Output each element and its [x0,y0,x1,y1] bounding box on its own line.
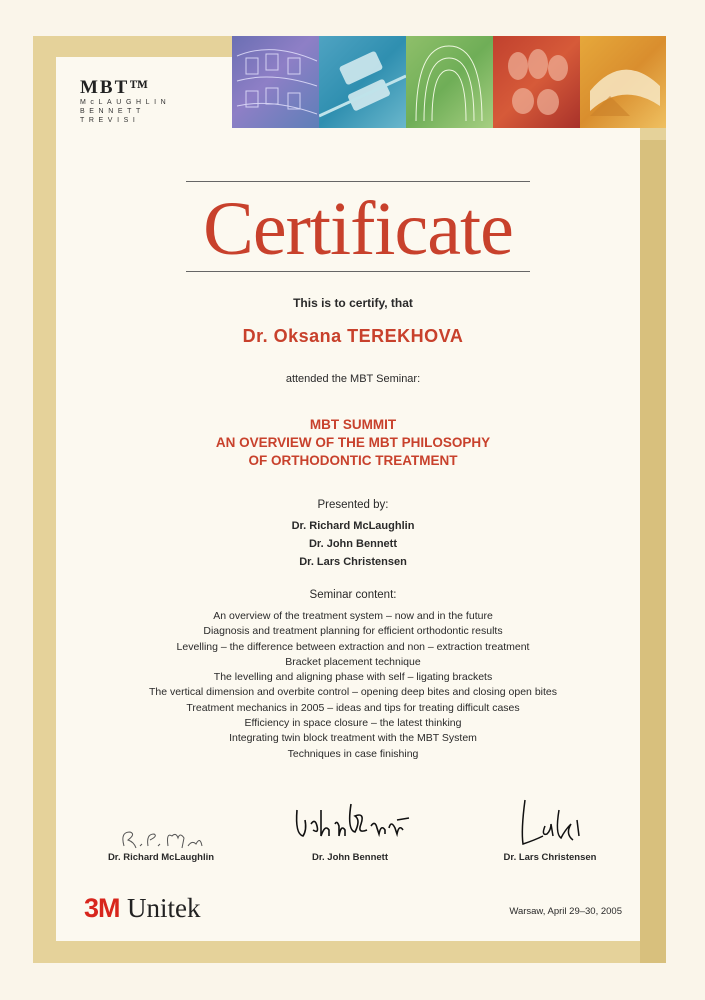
unitek-logo-text: Unitek [127,893,201,923]
signature-christensen-image [495,790,605,852]
presented-label: Presented by: [317,499,389,511]
mbt-logo-line: BENNETT [80,108,145,115]
content-item: Efficiency in space closure – the latest thinking [244,717,462,730]
tooth-model-image [493,36,580,128]
header-image-strip [232,36,666,128]
dental-model-image [580,36,666,128]
certify-text: This is to certify, that [293,296,413,310]
content-item: Levelling – the difference between extraction and non – extraction treatment [176,640,530,653]
place-and-date: Warsaw, April 29–30, 2005 [509,906,622,917]
content-item: Techniques in case finishing [287,747,419,760]
presenter-name: Dr. Richard McLaughlin [291,520,415,532]
signature-bennett-image [285,790,415,852]
bracket-illustration-image [232,36,319,128]
signature-bennett [280,790,420,863]
mbt-logo-line: McLAUGHLIN [80,99,171,106]
seminar-title-line: AN OVERVIEW OF THE MBT PHILOSOPHY [215,435,491,450]
seminar-title [56,416,650,470]
content-item: The vertical dimension and overbite control – opening deep bites and closing open bites [148,686,557,699]
content-item: Bracket placement technique [285,655,421,668]
seminar-content-list [56,609,650,762]
recipient-name: Dr. Oksana TEREKHOVA [242,326,464,346]
seminar-content-label: Seminar content: [309,589,397,601]
content-item: An overview of the treatment system – now and in the future [213,610,493,622]
title-bottom-rule [186,271,530,272]
title-top-rule [186,181,530,182]
arch-form-template-image [406,36,493,128]
content-item: The levelling and aligning phase with self – ligating brackets [213,671,493,684]
presenter-name: Dr. John Bennett [308,538,397,550]
mbt-logo-title: MBT™ [80,77,151,98]
seminar-title-line: OF ORTHODONTIC TREATMENT [248,453,458,468]
signature-mclaughlin [96,826,226,863]
presenter-name: Dr. Lars Christensen [299,556,407,568]
signature-name: Dr. John Bennett [311,852,388,863]
content-item: Integrating twin block treatment with the MBT System [229,732,477,745]
3m-unitek-logo [84,893,201,923]
presenter-list [56,517,650,571]
signature-name: Dr. Richard McLaughlin [107,852,215,863]
certificate-title: Certificate [203,187,513,271]
seminar-title-line: MBT SUMMIT [309,417,397,432]
content-item: Treatment mechanics in 2005 – ideas and tips for treating difficult cases [186,701,520,714]
signature-mclaughlin-image [106,826,216,852]
signature-christensen [480,790,620,863]
mbt-logo-line: TREVISI [80,117,140,124]
3m-logo-mark: 3M [84,893,120,923]
content-item: Diagnosis and treatment planning for efficient orthodontic results [203,625,503,638]
bracket-closeup-image [319,36,406,128]
signature-name: Dr. Lars Christensen [503,852,597,863]
mbt-logo [80,78,180,125]
attended-text: attended the MBT Seminar: [285,373,421,385]
